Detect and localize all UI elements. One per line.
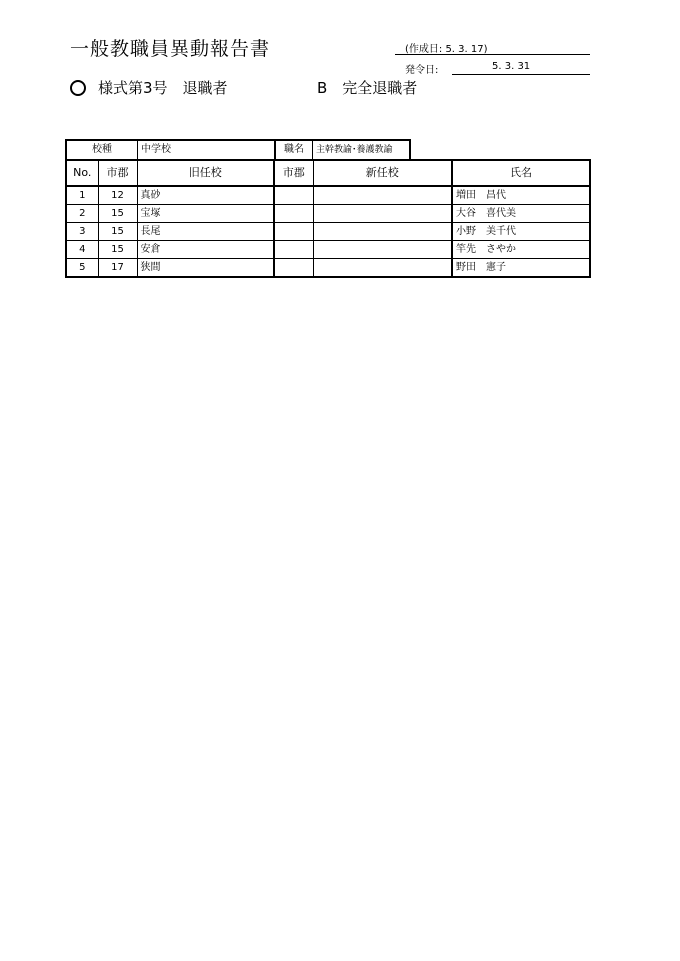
- row-no: 3: [66, 223, 98, 241]
- row-new-school: [313, 205, 452, 223]
- row-no: 5: [66, 259, 98, 278]
- position-label: 職名: [275, 140, 313, 160]
- row-new-school: [313, 186, 452, 205]
- row-city: 12: [98, 186, 137, 205]
- row-name: 小野 美千代: [452, 223, 590, 241]
- position-value: 主幹教諭･養護教諭: [313, 140, 411, 160]
- row-city: 15: [98, 205, 137, 223]
- row-name: 竿先 さやか: [452, 241, 590, 259]
- row-city-new: [274, 205, 313, 223]
- issue-date-underline: [452, 74, 590, 75]
- row-name: 野田 憲子: [452, 259, 590, 278]
- table-row: [66, 186, 590, 205]
- row-old-school: 安倉: [137, 241, 274, 259]
- column-new-school: 新任校: [313, 160, 452, 186]
- row-old-school: 真砂: [137, 186, 274, 205]
- row-city-new: [274, 223, 313, 241]
- column-city-new: 市郡: [274, 160, 313, 186]
- row-old-school: 宝塚: [137, 205, 274, 223]
- issue-date-label: 発令日:: [405, 65, 439, 76]
- row-old-school: 長尾: [137, 223, 274, 241]
- row-new-school: [313, 259, 452, 278]
- document-title: 一般教職員異動報告書: [70, 38, 271, 60]
- row-name: 大谷 喜代美: [452, 205, 590, 223]
- created-date-underline: [395, 54, 590, 55]
- row-city: 15: [98, 241, 137, 259]
- school-type-value: 中学校: [138, 140, 276, 160]
- row-no: 1: [66, 186, 98, 205]
- transfer-table: [65, 159, 591, 278]
- column-no: No.: [66, 160, 98, 186]
- issue-date-value: 5. 3. 31: [492, 61, 531, 72]
- row-new-school: [313, 241, 452, 259]
- table-header-row: [66, 160, 590, 186]
- row-no: 2: [66, 205, 98, 223]
- table-row: [66, 241, 590, 259]
- table-row: [66, 259, 590, 278]
- row-city: 15: [98, 223, 137, 241]
- table-row: [66, 205, 590, 223]
- column-old-school: 旧任校: [137, 160, 274, 186]
- row-city-new: [274, 241, 313, 259]
- category-label: B 完全退職者: [317, 79, 418, 97]
- column-name: 氏名: [452, 160, 590, 186]
- created-date-label: (作成日: 5. 3. 17): [405, 44, 488, 55]
- row-old-school: 狭間: [137, 259, 274, 278]
- row-new-school: [313, 223, 452, 241]
- school-type-label: 校種: [66, 140, 138, 160]
- circle-mark-icon: [70, 80, 86, 96]
- table-row: [66, 223, 590, 241]
- row-city-new: [274, 259, 313, 278]
- column-city-old: 市郡: [98, 160, 137, 186]
- row-name: 増田 昌代: [452, 186, 590, 205]
- row-no: 4: [66, 241, 98, 259]
- form-number-label: 様式第3号 退職者: [98, 79, 228, 97]
- row-city-new: [274, 186, 313, 205]
- row-city: 17: [98, 259, 137, 278]
- header-info-table: [65, 139, 411, 161]
